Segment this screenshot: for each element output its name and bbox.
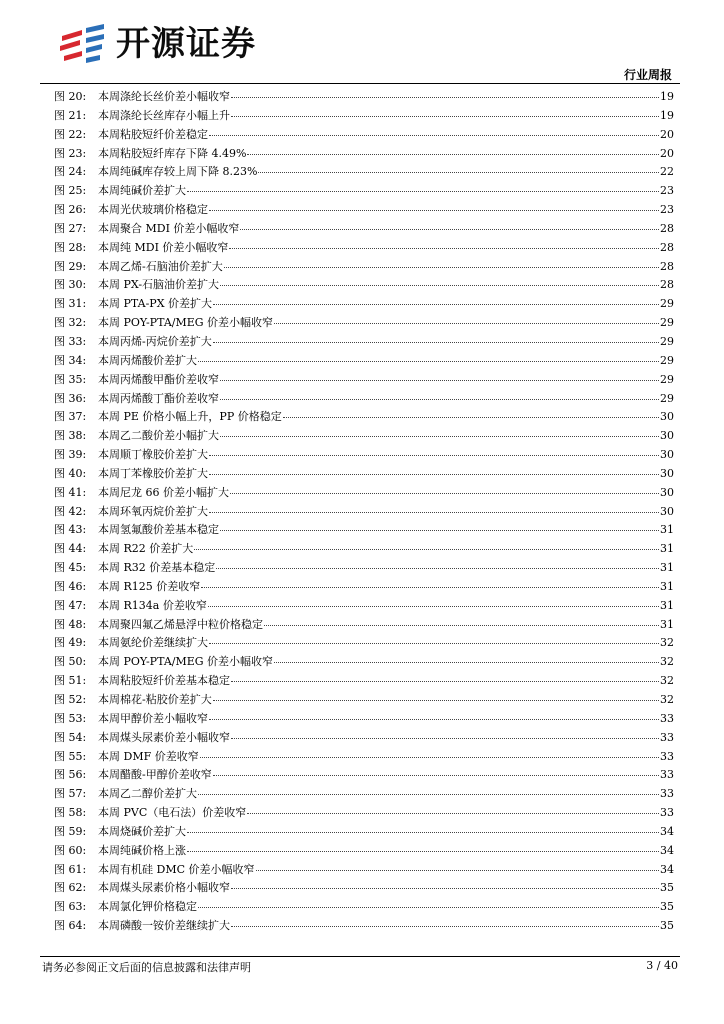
toc-dot-leader [231, 672, 659, 682]
toc-page-number: 30 [660, 485, 674, 499]
toc-figure-title: 本周 POY-PTA/MEG 价差小幅收窄 [98, 316, 274, 330]
toc-page-number: 32 [660, 655, 674, 669]
toc-dot-leader [220, 521, 659, 531]
toc-figure-label: 图 48: [54, 617, 87, 631]
toc-dot-leader [220, 390, 659, 400]
toc-page-number: 19 [660, 108, 674, 122]
toc-page-number: 32 [660, 674, 674, 688]
toc-entry[interactable] [54, 295, 674, 314]
toc-figure-label: 图 53: [54, 711, 87, 725]
toc-figure-label: 图 42: [54, 504, 87, 518]
toc-entry[interactable] [54, 672, 674, 691]
toc-figure-title: 本周丙烯酸甲酯价差收窄 [98, 372, 219, 386]
toc-figure-title: 本周氯化钾价格稳定 [98, 900, 197, 914]
toc-entry[interactable] [54, 239, 674, 258]
toc-figure-title: 本周丁苯橡胶价差扩大 [98, 466, 208, 480]
brand-logo [58, 22, 256, 66]
toc-entry[interactable] [54, 861, 674, 880]
toc-figure-label: 图 59: [54, 824, 87, 838]
toc-figure-label: 图 20: [54, 90, 87, 103]
toc-page-number: 33 [660, 787, 674, 801]
toc-figure-label: 图 40: [54, 466, 87, 480]
toc-figure-label: 图 32: [54, 316, 87, 330]
toc-dot-leader [229, 239, 659, 249]
toc-figure-title: 本周粘胶短纤价差稳定 [98, 127, 208, 141]
toc-page-number: 33 [660, 806, 674, 820]
toc-entry[interactable] [54, 634, 674, 653]
toc-dot-leader [247, 145, 659, 155]
toc-figure-label: 图 64: [54, 919, 87, 933]
toc-figure-label: 图 41: [54, 485, 87, 499]
toc-page-number: 29 [660, 391, 674, 405]
toc-figure-label: 图 34: [54, 353, 87, 367]
toc-page-number: 31 [660, 561, 674, 575]
toc-dot-leader [209, 710, 659, 720]
toc-entry[interactable] [54, 823, 674, 842]
toc-entry[interactable] [54, 446, 674, 465]
toc-entry[interactable] [54, 710, 674, 729]
header-divider [40, 83, 680, 84]
toc-dot-leader [231, 879, 659, 889]
toc-entry[interactable] [54, 182, 674, 201]
toc-figure-title: 本周烧碱价差扩大 [98, 824, 186, 838]
toc-entry[interactable] [54, 729, 674, 748]
toc-dot-leader [231, 107, 659, 117]
toc-entry[interactable] [54, 258, 674, 277]
toc-figure-label: 图 58: [54, 806, 87, 820]
toc-figure-label: 图 52: [54, 693, 87, 706]
toc-page-number: 29 [660, 334, 674, 348]
toc-figure-label: 图 30: [54, 278, 87, 292]
toc-figure-label: 图 60: [54, 843, 87, 857]
toc-figure-label: 图 51: [54, 674, 87, 688]
brand-logo-icon [58, 22, 108, 66]
toc-entry[interactable] [54, 484, 674, 503]
toc-entry[interactable] [54, 521, 674, 540]
toc-figure-title: 本周丙烯酸价差扩大 [98, 353, 197, 367]
toc-dot-leader [274, 314, 659, 324]
footer-divider [40, 956, 680, 957]
toc-page-number: 33 [660, 768, 674, 782]
toc-figure-label: 图 29: [54, 259, 87, 273]
toc-figure-label: 图 23: [54, 146, 87, 160]
toc-page-number: 23 [660, 203, 674, 217]
toc-entry[interactable] [54, 88, 674, 107]
toc-page-number: 20 [660, 127, 674, 141]
toc-figure-label: 图 63: [54, 900, 87, 914]
toc-page-number: 33 [660, 749, 674, 763]
toc-figure-title: 本周涤纶长丝价差小幅收窄 [98, 90, 230, 103]
toc-figure-label: 图 28: [54, 240, 87, 254]
toc-page-number: 32 [660, 636, 674, 650]
toc-dot-leader [209, 201, 659, 211]
toc-dot-leader [220, 427, 659, 437]
toc-dot-leader [201, 578, 659, 588]
toc-figure-label: 图 56: [54, 768, 87, 782]
toc-figure-title: 本周纯 MDI 价差小幅收窄 [98, 240, 229, 254]
toc-entry[interactable] [54, 804, 674, 823]
toc-dot-leader [198, 898, 659, 908]
toc-figure-label: 图 46: [54, 579, 87, 593]
toc-figure-title: 本周煤头尿素价差小幅收窄 [98, 730, 230, 744]
toc-figure-title: 本周聚四氟乙烯悬浮中粒价格稳定 [98, 617, 263, 631]
toc-entry[interactable] [54, 748, 674, 767]
toc-figure-label: 图 62: [54, 881, 87, 895]
toc-figure-title: 本周纯碱价差扩大 [98, 184, 186, 198]
toc-dot-leader [264, 616, 659, 626]
toc-page-number: 35 [660, 881, 674, 895]
toc-dot-leader [209, 465, 659, 475]
toc-entry[interactable] [54, 371, 674, 390]
toc-entry[interactable] [54, 314, 674, 333]
toc-figure-label: 图 35: [54, 372, 87, 386]
toc-dot-leader [230, 484, 659, 494]
toc-page-number: 34 [660, 824, 674, 838]
toc-dot-leader [213, 691, 659, 701]
toc-entry[interactable] [54, 766, 674, 785]
toc-entry[interactable] [54, 879, 674, 898]
toc-figure-label: 图 36: [54, 391, 87, 405]
toc-page-number: 29 [660, 353, 674, 367]
toc-figure-title: 本周醋酸-甲醇价差收窄 [98, 768, 212, 782]
toc-page-number: 33 [660, 711, 674, 725]
toc-dot-leader [209, 126, 659, 136]
toc-figure-title: 本周乙二醇价差扩大 [98, 787, 197, 801]
toc-entry[interactable] [54, 898, 674, 917]
toc-entry[interactable] [54, 503, 674, 522]
toc-dot-leader [194, 540, 659, 550]
toc-page-number: 31 [660, 579, 674, 593]
toc-entry[interactable] [54, 559, 674, 578]
toc-figure-label: 图 57: [54, 787, 87, 801]
toc-dot-leader [220, 276, 659, 286]
toc-entry[interactable] [54, 390, 674, 409]
toc-page-number: 30 [660, 448, 674, 462]
toc-figure-title: 本周氨纶价差继续扩大 [98, 636, 208, 650]
toc-figure-title: 本周聚合 MDI 价差小幅收窄 [98, 221, 240, 235]
toc-figure-title: 本周纯碱库存较上周下降 8.23% [98, 165, 258, 179]
toc-page-number: 23 [660, 184, 674, 198]
toc-figure-title: 本周尼龙 66 价差小幅扩大 [98, 485, 229, 499]
toc-page-number: 20 [660, 146, 674, 160]
toc-entry[interactable] [54, 163, 674, 182]
toc-entry[interactable] [54, 842, 674, 861]
toc-figure-label: 图 22: [54, 127, 87, 141]
toc-entry[interactable] [54, 427, 674, 446]
toc-page-number: 22 [660, 165, 674, 179]
toc-figure-title: 本周粘胶短纤价差基本稳定 [98, 674, 230, 688]
toc-dot-leader [198, 785, 659, 795]
toc-page-number: 30 [660, 504, 674, 518]
toc-figure-title: 本周甲醇价差小幅收窄 [98, 711, 208, 725]
toc-figure-title: 本周 POY-PTA/MEG 价差小幅收窄 [98, 655, 274, 669]
toc-dot-leader [283, 408, 659, 418]
toc-dot-leader [200, 748, 659, 758]
toc-figure-title: 本周 PE 价格小幅上升，PP 价格稳定 [98, 410, 282, 424]
figure-list [54, 88, 674, 936]
toc-dot-leader [187, 182, 659, 192]
toc-entry[interactable] [54, 145, 674, 164]
toc-page-number: 31 [660, 598, 674, 612]
toc-figure-title: 本周光伏玻璃价格稳定 [98, 203, 208, 217]
toc-page-number: 29 [660, 372, 674, 386]
toc-figure-title: 本周 PX-石脑油价差扩大 [98, 278, 220, 292]
toc-entry[interactable] [54, 785, 674, 804]
toc-figure-title: 本周 PTA-PX 价差扩大 [98, 297, 213, 311]
toc-entry[interactable] [54, 653, 674, 672]
toc-entry[interactable] [54, 220, 674, 239]
toc-dot-leader [187, 842, 659, 852]
toc-figure-title: 本周煤头尿素价格小幅收窄 [98, 881, 230, 895]
toc-page-number: 34 [660, 862, 674, 876]
toc-page-number: 35 [660, 919, 674, 933]
document-type-label: 行业周报 [623, 68, 672, 82]
toc-figure-title: 本周顺丁橡胶价差扩大 [98, 448, 208, 462]
footer-disclaimer: 请务必参阅正文后面的信息披露和法律声明 [42, 961, 251, 974]
toc-dot-leader [256, 861, 660, 871]
toc-figure-title: 本周纯碱价格上涨 [98, 843, 186, 857]
toc-page-number: 32 [660, 693, 674, 706]
toc-entry[interactable] [54, 352, 674, 371]
toc-entry[interactable] [54, 276, 674, 295]
toc-dot-leader [213, 295, 659, 305]
toc-figure-label: 图 38: [54, 429, 87, 443]
toc-dot-leader [258, 163, 659, 173]
toc-page-number: 31 [660, 617, 674, 631]
toc-dot-leader [213, 766, 659, 776]
toc-page-number: 31 [660, 523, 674, 537]
toc-figure-label: 图 45: [54, 561, 87, 575]
toc-dot-leader [231, 88, 659, 98]
toc-figure-title: 本周棉花-粘胶价差扩大 [98, 693, 212, 706]
toc-entry[interactable] [54, 597, 674, 616]
toc-entry[interactable] [54, 691, 674, 710]
toc-entry[interactable] [54, 408, 674, 427]
toc-page-number: 28 [660, 259, 674, 273]
page-number: 3 / 40 [646, 959, 678, 972]
toc-entry[interactable] [54, 540, 674, 559]
toc-figure-title: 本周丙烯-丙烷价差扩大 [98, 334, 212, 348]
toc-page-number: 19 [660, 90, 674, 103]
toc-figure-label: 图 50: [54, 655, 87, 669]
toc-figure-label: 图 21: [54, 108, 87, 122]
toc-figure-title: 本周有机硅 DMC 价差小幅收窄 [98, 862, 255, 876]
toc-entry[interactable] [54, 333, 674, 352]
toc-figure-label: 图 43: [54, 523, 87, 537]
toc-figure-title: 本周涤纶长丝库存小幅上升 [98, 108, 230, 122]
toc-dot-leader [209, 634, 659, 644]
toc-dot-leader [187, 823, 659, 833]
toc-figure-title: 本周粘胶短纤库存下降 4.49% [98, 146, 247, 160]
toc-figure-label: 图 26: [54, 203, 87, 217]
toc-figure-label: 图 25: [54, 184, 87, 198]
toc-figure-title: 本周 DMF 价差收窄 [98, 749, 199, 763]
toc-dot-leader [198, 352, 659, 362]
toc-figure-title: 本周环氧丙烷价差扩大 [98, 504, 208, 518]
toc-entry[interactable] [54, 465, 674, 484]
toc-figure-label: 图 61: [54, 862, 87, 876]
toc-figure-label: 图 27: [54, 221, 87, 235]
toc-entry[interactable] [54, 107, 674, 126]
toc-entry[interactable] [54, 126, 674, 145]
toc-dot-leader [208, 597, 659, 607]
toc-figure-title: 本周乙烯-石脑油价差扩大 [98, 259, 223, 273]
toc-dot-leader [209, 503, 659, 513]
toc-page-number: 35 [660, 900, 674, 914]
toc-page-number: 31 [660, 542, 674, 556]
toc-page-number: 34 [660, 843, 674, 857]
toc-figure-title: 本周 R32 价差基本稳定 [98, 561, 216, 575]
toc-dot-leader [240, 220, 659, 230]
toc-figure-title: 本周 R125 价差收窄 [98, 579, 201, 593]
toc-figure-label: 图 24: [54, 165, 87, 179]
toc-figure-title: 本周 R22 价差扩大 [98, 542, 194, 556]
toc-dot-leader [231, 729, 659, 739]
toc-page-number: 33 [660, 730, 674, 744]
toc-figure-title: 本周磷酸一铵价差继续扩大 [98, 919, 230, 933]
toc-figure-label: 图 33: [54, 334, 87, 348]
toc-dot-leader [274, 653, 659, 663]
toc-figure-label: 图 47: [54, 598, 87, 612]
toc-figure-title: 本周氢氟酸价差基本稳定 [98, 523, 219, 537]
toc-figure-label: 图 44: [54, 542, 87, 556]
toc-dot-leader [209, 446, 659, 456]
toc-page-number: 28 [660, 278, 674, 292]
toc-figure-title: 本周乙二酸价差小幅扩大 [98, 429, 219, 443]
toc-figure-label: 图 31: [54, 297, 87, 311]
toc-page-number: 30 [660, 466, 674, 480]
toc-entry[interactable] [54, 917, 674, 936]
toc-page-number: 29 [660, 297, 674, 311]
toc-dot-leader [216, 559, 659, 569]
toc-dot-leader [224, 258, 659, 268]
toc-figure-title: 本周 PVC（电石法）价差收窄 [98, 806, 247, 820]
toc-dot-leader [231, 917, 659, 927]
toc-figure-label: 图 39: [54, 448, 87, 462]
toc-figure-label: 图 55: [54, 749, 87, 763]
toc-entry[interactable] [54, 578, 674, 597]
toc-figure-label: 图 49: [54, 636, 87, 650]
toc-page-number: 28 [660, 221, 674, 235]
toc-page-number: 28 [660, 240, 674, 254]
toc-figure-title: 本周 R134a 价差收窄 [98, 598, 207, 612]
toc-entry[interactable] [54, 201, 674, 220]
toc-figure-label: 图 37: [54, 410, 87, 424]
toc-page-number: 29 [660, 316, 674, 330]
toc-page-number: 30 [660, 429, 674, 443]
toc-dot-leader [220, 371, 659, 381]
brand-name: 开源证券 [116, 24, 256, 64]
toc-page-number: 30 [660, 410, 674, 424]
toc-figure-title: 本周丙烯酸丁酯价差收窄 [98, 391, 219, 405]
toc-dot-leader [247, 804, 659, 814]
toc-dot-leader [213, 333, 659, 343]
toc-entry[interactable] [54, 616, 674, 635]
toc-figure-label: 图 54: [54, 730, 87, 744]
